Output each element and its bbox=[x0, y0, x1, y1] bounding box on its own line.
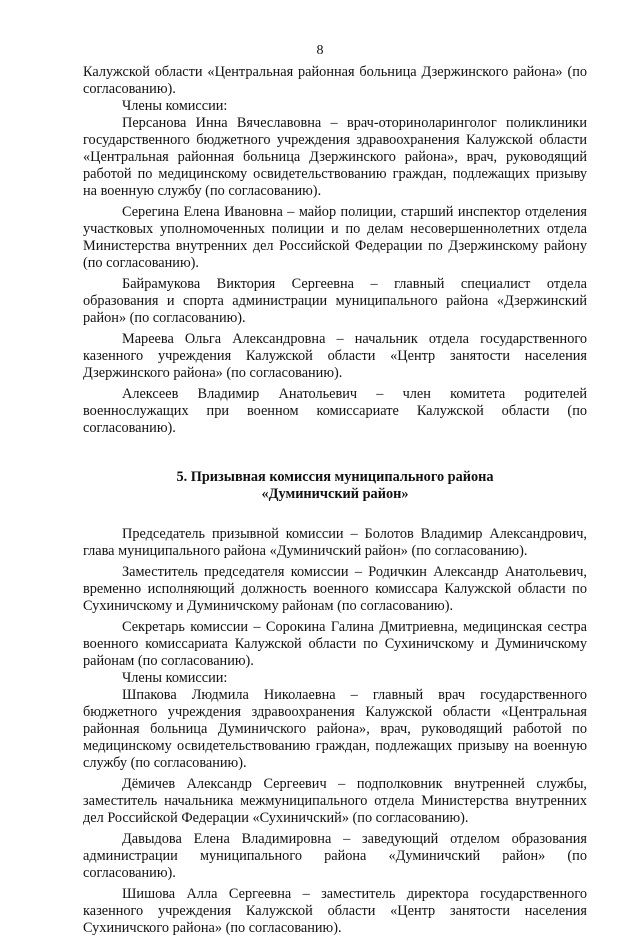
section4-member-4: Мареева Ольга Александровна – начальник отдела государственного казенного учреждения Калужской области «Центр занятости населения Дзержинского района» (по согласованию). bbox=[83, 331, 587, 381]
section4-member-3: Байрамукова Виктория Сергеевна – главный специалист отдела образования и спорта администрации муниципального района «Дзержинский район» (по согласованию). bbox=[83, 276, 587, 326]
section5-secretary: Секретарь комиссии – Сорокина Галина Дмитриевна, медицинская сестра военного комиссариата Калужской области по Сухиничскому и Думиничскому районам (по согласованию). bbox=[83, 619, 587, 669]
section5-member-3: Давыдова Елена Владимировна – заведующий отделом образования администрации муниципального района «Думиничский район» (по согласованию). bbox=[83, 831, 587, 881]
page-number: 8 bbox=[316, 43, 324, 58]
section5-members-label: Члены комиссии: bbox=[122, 670, 228, 686]
section4-continuation: Калужской области «Центральная районная больница Дзержинского района» (по согласованию). bbox=[83, 64, 587, 97]
section5-deputy: Заместитель председателя комиссии – Родичкин Александр Анатольевич, временно исполняющий должность военного комиссара Калужской области по Сухиничскому и Думиничскому районам (по согласованию). bbox=[83, 564, 587, 614]
section5-chairman: Председатель призывной комиссии – Болотов Владимир Александрович, глава муниципального района «Думиничский район» (по согласованию). bbox=[83, 526, 587, 559]
section5-member-1: Шпакова Людмила Николаевна – главный врач государственного бюджетного учреждения здравоохранения Калужской области «Центральная районная больница Думиничского района», врач, руководящий работой по медицинскому освидетельствованию граждан, подлежащих призыву на военную службу (по согласованию). bbox=[83, 687, 587, 771]
section5-heading-line1: 5. Призывная комиссия муниципального района bbox=[176, 469, 494, 485]
section5-member-2: Дёмичев Александр Сергеевич – подполковник внутренней службы, заместитель начальника межмуниципального отдела Министерства внутренних дел Российской Федерации «Сухиничский» (по согласованию). bbox=[83, 776, 587, 826]
section4-members-label: Члены комиссии: bbox=[122, 98, 228, 114]
section5-member-4: Шишова Алла Сергеевна – заместитель директора государственного казенного учреждения Калужской области «Центр занятости населения Сухиничского района» (по согласованию). bbox=[83, 886, 587, 936]
section4-member-1: Персанова Инна Вячеславовна – врач-оториноларинголог поликлиники государственного бюджетного учреждения здравоохранения Калужской области «Центральная районная больница Дзержинского района», врач, руководящий работой по медицинскому освидетельствованию граждан, подлежащих призыву на военную службу (по согласованию). bbox=[83, 115, 587, 199]
document-body bbox=[83, 64, 587, 937]
section5-heading bbox=[83, 469, 587, 503]
section4-member-2: Серегина Елена Ивановна – майор полиции, старший инспектор отделения участковых уполномоченных полиции и по делам несовершеннолетних отдела Министерства внутренних дел Российской Федерации по Дзержинскому району (по согласованию). bbox=[83, 204, 587, 271]
section5-heading-line2: «Думиничский район» bbox=[261, 486, 409, 502]
section4-member-5: Алексеев Владимир Анатольевич – член комитета родителей военнослужащих при военном комиссариате Калужской области (по согласованию). bbox=[83, 386, 587, 436]
